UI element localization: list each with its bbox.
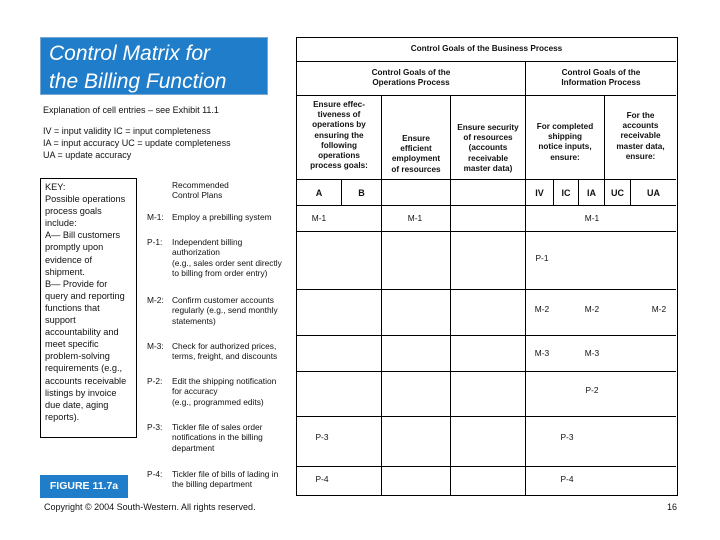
heading-line: Ensure effec-	[313, 100, 365, 109]
heading-line: of resources	[391, 164, 441, 174]
column-a-header: A	[315, 188, 323, 198]
explanation-line: IA = input accuracy UC = update completeness	[43, 138, 231, 148]
heading-line: employment	[391, 154, 441, 164]
grid-line	[297, 416, 676, 417]
plan-line: Independent billing	[172, 237, 243, 247]
heading-line: For the	[626, 111, 655, 120]
plan-line: Confirm customer accounts	[172, 295, 274, 305]
plan-line: notifications in the billing	[172, 432, 263, 443]
plan-line: Edit the shipping notification	[172, 376, 277, 386]
column-iv-header: IV	[535, 188, 544, 198]
plan-code: P-1:	[147, 237, 163, 247]
explanation-heading: Explanation of cell entries – see Exhibit 11.1	[43, 105, 219, 115]
heading-line: master data,	[616, 141, 665, 151]
plan-text	[172, 376, 276, 407]
explanation-line: IV = input validity IC = input completeness	[43, 126, 211, 136]
heading-line: Ensure	[402, 134, 430, 143]
plan-line: Check for authorized prices,	[172, 341, 277, 351]
matrix-cell: P-4	[560, 474, 574, 484]
copyright: Copyright © 2004 South-Western. All rights reserved.	[44, 502, 256, 512]
plan-text	[172, 212, 272, 222]
grid-line	[297, 231, 676, 232]
heading-line: receivable	[467, 153, 509, 163]
heading-line: ensure:	[625, 151, 656, 161]
explanation-line: UA = update accuracy	[43, 150, 132, 160]
figure-label: FIGURE 11.7a	[40, 475, 128, 498]
plan-line: authorization	[172, 247, 220, 258]
plan-code: P-4:	[147, 469, 163, 479]
grid-line	[297, 205, 676, 206]
matrix-cell: M-1	[407, 213, 423, 223]
key-line: listings by invoice	[45, 387, 117, 398]
key-line: B— Provide for	[45, 278, 108, 289]
heading-line: following	[321, 140, 357, 150]
title-line-2: the Billing Function	[49, 70, 227, 93]
heading-line: tiveness of	[317, 110, 361, 120]
control-matrix	[296, 37, 678, 496]
heading-line: master data)	[463, 163, 513, 173]
column-b-header: B	[358, 188, 365, 198]
plan-text	[172, 237, 282, 279]
master-data-heading	[605, 111, 676, 162]
matrix-cell: P-2	[585, 385, 599, 395]
grid-line	[297, 61, 676, 62]
plan-line: Employ a prebilling system	[172, 212, 272, 222]
plan-text	[172, 295, 278, 326]
recommended-control-plans-heading	[172, 180, 229, 201]
heading-line: Operations Process	[372, 78, 450, 88]
key-line: problem-solving	[45, 351, 110, 362]
business-process-heading: Control Goals of the Business Process	[410, 44, 563, 53]
plan-text	[172, 422, 263, 453]
key-line: reports).	[45, 411, 80, 422]
heading-line: accounts	[622, 121, 659, 131]
heading-line: operations	[318, 151, 360, 161]
key-line: shipment.	[45, 266, 85, 277]
heading-line: ensuring the	[314, 130, 364, 140]
key-line: evidence of	[45, 254, 92, 265]
key-line: promptly upon	[45, 242, 104, 253]
plan-line: (e.g., sales order sent directly	[172, 257, 282, 268]
key-line: A— Bill customers	[45, 230, 121, 241]
matrix-cell: M-2	[651, 304, 667, 314]
plan-code: P-2:	[147, 376, 163, 386]
key-line: meet specific	[45, 339, 99, 350]
grid-line	[297, 466, 676, 467]
key-line: KEY:	[45, 182, 66, 192]
effectiveness-goal-heading	[297, 100, 381, 171]
plan-text	[172, 469, 278, 490]
plan-line: to billing from order entry)	[172, 268, 268, 279]
heading-line: efficient	[400, 144, 432, 154]
efficiency-goal-heading	[382, 134, 450, 175]
heading-line: notice inputs,	[538, 142, 592, 152]
heading-line: Recommended	[172, 180, 229, 190]
matrix-cell: P-4	[315, 474, 329, 484]
plan-code: M-1:	[147, 212, 164, 222]
key-line: process goals	[45, 206, 102, 217]
plan-text	[172, 341, 277, 362]
plan-line: for accuracy	[172, 386, 218, 397]
plan-line: department	[172, 442, 215, 453]
matrix-cell: P-1	[535, 253, 549, 263]
heading-line: Control Goals of the	[561, 68, 641, 77]
plan-code: P-3:	[147, 422, 163, 432]
heading-line: process goals:	[310, 161, 368, 171]
heading-line: of resources	[463, 133, 513, 143]
plan-line: Tickler file of bills of lading in	[172, 469, 279, 479]
grid-line	[297, 289, 676, 290]
heading-line: shipping	[547, 132, 583, 142]
heading-line: operations by	[312, 120, 366, 130]
plan-code: M-2:	[147, 295, 164, 305]
grid-line	[297, 179, 676, 180]
column-ic-header: IC	[561, 188, 571, 198]
heading-line: ensure:	[550, 152, 580, 162]
matrix-cell: M-1	[584, 213, 600, 223]
heading-line: For completed	[536, 122, 594, 131]
plan-line: the billing department	[172, 479, 253, 490]
key-box	[40, 178, 137, 438]
key-line: support	[45, 315, 76, 326]
plan-line: regularly (e.g., send monthly	[172, 305, 278, 316]
grid-line	[297, 371, 676, 372]
heading-line: (accounts	[468, 143, 508, 153]
heading-line: Ensure security	[457, 123, 519, 132]
key-line: Possible operations	[45, 194, 126, 205]
matrix-cell: M-3	[584, 348, 600, 358]
completed-shipping-heading	[526, 122, 604, 163]
column-ia-header: IA	[587, 188, 596, 198]
key-line: accountability and	[45, 327, 119, 338]
plan-line: Tickler file of sales order	[172, 422, 263, 432]
column-ua-header: UA	[647, 188, 660, 198]
key-line: requirements (e.g.,	[45, 363, 123, 374]
heading-line: Control Plans	[172, 190, 223, 201]
plan-code: M-3:	[147, 341, 164, 351]
page-title	[40, 37, 268, 95]
matrix-cell: M-1	[311, 213, 327, 223]
matrix-cell: M-2	[534, 304, 550, 314]
information-process-heading	[526, 68, 676, 88]
plan-line: terms, freight, and discounts	[172, 351, 278, 362]
column-uc-header: UC	[611, 188, 624, 198]
operations-process-heading	[297, 68, 525, 88]
page-number: 16	[667, 502, 678, 512]
title-line-1: Control Matrix for	[49, 42, 211, 65]
plan-line: statements)	[172, 315, 216, 326]
security-goal-heading	[451, 123, 525, 174]
grid-line	[297, 95, 676, 96]
matrix-cell: P-3	[315, 432, 329, 442]
matrix-cell: M-2	[584, 304, 600, 314]
key-line: include:	[45, 218, 77, 229]
grid-line	[297, 335, 676, 336]
key-line: due date, aging	[45, 399, 109, 410]
key-line: query and reporting	[45, 290, 125, 301]
matrix-cell: P-3	[560, 432, 574, 442]
matrix-cell: M-3	[534, 348, 550, 358]
key-line: accounts receivable	[45, 375, 127, 386]
heading-line: receivable	[620, 131, 661, 141]
plan-line: (e.g., programmed edits)	[172, 396, 264, 407]
key-line: functions that	[45, 302, 100, 313]
heading-line: Information Process	[561, 78, 641, 88]
heading-line: Control Goals of the	[371, 68, 451, 77]
